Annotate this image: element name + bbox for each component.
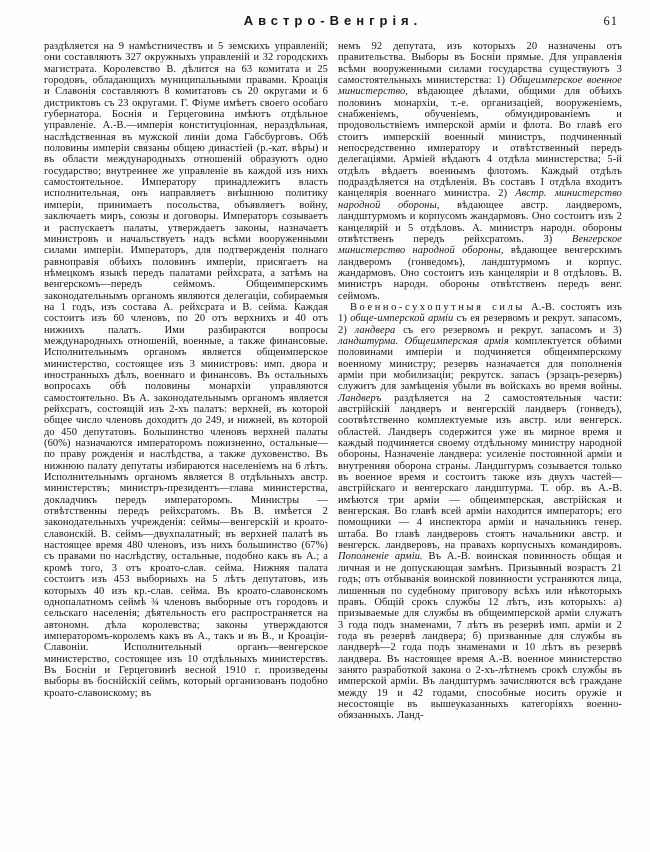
paragraph: раздѣляется на 9 намѣстничествъ и 5 земскихъ управленій; они составляютъ 327 окружныхъ управленій и 32 городскихъ магистрата. Королевство В. дѣлится на 63 комитата и 25 городовъ, обладающихъ муниципальными правами. Кроація и Славонія составляютъ 8 комитатовъ съ 20 округами и 6 дистриктовъ съ 23 округами. Г. Фіуме имѣетъ своего особаго губернатора. Боснія и Герцеговина имѣютъ отдѣльное управленіе. А.-В.—имперія конституціонная, нераздѣльная, наслѣдственная въ мужской линіи дома Габсбурговъ. Обѣ половины имперіи связаны общею династіей (р.-кат. вѣры) и въ области международныхъ отношеній образуютъ одно государство; внутреннее же управленіе въ каждой изъ нихъ самостоятельное. Императору принадлежитъ власть исполнительная, онъ направляетъ внѣшнюю политику имперіи, принимаетъ посольства, объявляетъ войну, заключаетъ миръ, союзы и договоры. Императоръ созываетъ и распускаетъ палаты, утверждаетъ законы, назначаетъ министровъ и начальствуетъ надъ всѣми вооруженными силами имперіи. Императоръ, для подтвержденія полнаго равноправія обѣихъ половинъ имперіи, присягаетъ на нѣмецкомъ языкѣ передъ палатами рейхсрата, а затѣмъ на венгерскомъ—передъ сеймомъ. Общеимперскимъ законодательнымъ органомъ являются делегаціи, собираемыя на 1 годъ, изъ состава А. рейхсрата и В. сейма. Каждая состоитъ изъ 60 членовъ, по 20 отъ верхнихъ и 40 отъ нижнихъ палатъ. Ими разбираются вопросы международныхъ отношеній, военные, а также финансовые. Исполнительнымъ органомъ является общеимперское министерство, состоящее изъ 3 министровъ: имп. двора и иностранныхъ дѣлъ, военнаго и финансовъ. Въ остальныхъ вопросахъ обѣ половины монархіи управляются самостоятельно. Въ А. законодательнымъ органомъ является рейхсратъ, состоящій изъ 2-хъ палатъ: верхней, въ которой общее число членовъ доходитъ до 249, и нижней, въ которой до 450 депутатовъ. Большинство членовъ верхней палаты (60%) назначаются императоромъ пожизненно, остальные—по праву рожденія и наслѣдства, а также духовенство. Въ нижнюю палату депутаты избираются населеніемъ на 6 лѣтъ. Исполнительнымъ органомъ является 8 отдѣльныхъ австр. министерствъ; министръ-президентъ—глава министерства, докладчикъ передъ императоромъ. Министры — отвѣтственны передъ рейхсратомъ. Въ В. имѣется 2 законодательныхъ учрежденія: сеймы—венгерскій и кроато-славонскій. В. сеймъ—двухпалатный; въ верхней палатѣ въ настоящее время 480 членовъ, изъ нихъ большинство (67%) съ правами по наслѣдству, остальные, подобно какъ въ А.; а кромѣ того, 3 отъ кроато-слав. сейма. Нижняя палата состоитъ изъ 453 выборныхъ на 5 лѣтъ депутатовъ, изъ которыхъ 40 изъ кр.-слав. сейма. Въ кроато-славонскомъ однопалатномъ сеймѣ ¾ членовъ выборные отъ городовъ и сельскаго населенія; дѣятельность его распространяется на автономн. дѣла королевства; законы утверждаются императоромъ-королемъ какъ въ А., такъ и въ В., и Кроаціи-Славоніи. Исполнительный органъ—венгерское министерство, состоящее изъ 10 отдѣльныхъ министерствъ. Въ Босніи и Герцеговинѣ весной 1910 г. произведены выборы въ боснійскій сеймъ, который организованъ подобно кроато-славонскому; въ bbox=[44, 41, 328, 699]
paragraph: Военно-сухопутныя силы А.-В. состоятъ изъ 1) обще-имперской арміи съ ея резервомъ и рекрут. запасомъ, 2) ландвера съ его резервомъ и рекрут. запасомъ и 3) ландштурма. Общеимперская армія комплектуется обѣими половинами имперіи и подчиняется общеимперскому военному министру; резервъ назначается для пополненія арміи при мобилизаціи; рекрутск. запасъ (эрзацъ-резервъ) служитъ для замѣщенія убыли въ войскахъ во время войны. Ландверъ раздѣляется на 2 самостоятельныя части: австрійскій ландверъ и венгерскій ландверъ (гонведъ), соотвѣтственно комплектуемые изъ австр. или венгерск. областей. Ландверъ содержится уже въ мирное время и каждый подчиняется своему отдѣльному министру народной обороны. Назначеніе ландвера: усиленіе постоянной арміи и внутренняя оборона страны. Ландштурмъ созывается только въ военное время и состоитъ также изъ двухъ частей—австрійскаго и венгерскаго ландштурма. Т. обр. въ А.-В. имѣются три арміи — общеимперская, австрійская и венгерская. Во главѣ всей арміи находится императоръ; его помощники — 4 инспектора арміи и начальникъ генер. штаба. Во главѣ ландверовъ стоятъ начальники австр. и венгерск. ландверовъ, на правахъ корпусныхъ командировъ. Пополненіе арміи. Въ А.-В. воинская повинность общая и личная и не допускающая замѣнъ. Призывный возрастъ 21 годъ; отъ отбыванія воинской повинности устраняются лица, лишенныя по судебному приговору всѣхъ или нѣкоторыхъ правъ. Общій срокъ службы 12 лѣтъ, изъ которыхъ: а) призываемые для службы въ общеимперской арміи служатъ 3 года подъ знаменами, 7 лѣтъ въ резервѣ имп. арміи и 2 года въ резервѣ ландвера; б) призванные для службы въ ландверѣ—2 года подъ знаменами и 10 лѣтъ въ резервѣ ландвера. Въ настоящее время А.-В. военное министерство занято разработкой закона о 2-хъ-лѣтнемъ срокѣ службы въ имперской арміи. Въ ландштурмъ зачисляются всѣ граждане между 19 и 42 годами, способные носить оружіе и несостоящіе въ вышеуказанныхъ категоріяхъ военно-обязанныхъ. Ланд- bbox=[338, 301, 622, 722]
left-column bbox=[44, 41, 328, 801]
text-columns bbox=[44, 41, 622, 801]
right-column bbox=[338, 41, 622, 801]
page-title: Австро-Венгрія. bbox=[243, 13, 423, 28]
paragraph: немъ 92 депутата, изъ которыхъ 20 назначены отъ правительства. Выборы въ Босніи прямые. Для управленія всѣми вооруженными силами государства существуютъ 3 самостоятельныхъ министерства: 1) Общеимперское военное министерство, вѣдающее дѣлами, общими для обѣихъ половинъ монархіи, т.-е. организаціей, вооруженіемъ, снабженіемъ, обученіемъ, обмундированіемъ и продовольствіемъ имперской арміи и флота. Во главѣ его стоитъ имперскій военный министръ, подчиненный непосредственно императору и отвѣтственный передъ делегаціями. Арміей вѣдаютъ 4 отдѣла министерства; 5-й отдѣлъ вѣдаетъ военнымъ флотомъ. Каждый отдѣлъ подраздѣляется на отдѣленія. Въ составъ I отдѣла входитъ канцелярія военнаго министра. 2) Австр. министерство народной обороны, вѣдающее австр. ландверомъ, ландштурмомъ и корпусомъ жандармовъ. Оно состоитъ изъ 2 канцелярій и 5 отдѣловъ. А. министръ народн. обороны отвѣтственъ передъ рейхсратомъ. 3) Венгерское министерство народной обороны, вѣдающее венгерскимъ ландверомъ (гонведомъ), ландштурмомъ и корпус. жандармовъ. Оно состоитъ изъ канцеляріи и 8 отдѣловъ. В. министръ народн. обороны отвѣтственъ передъ венг. сеймомъ. bbox=[338, 41, 622, 302]
page-number: 61 bbox=[603, 14, 618, 28]
page-header bbox=[44, 13, 622, 31]
